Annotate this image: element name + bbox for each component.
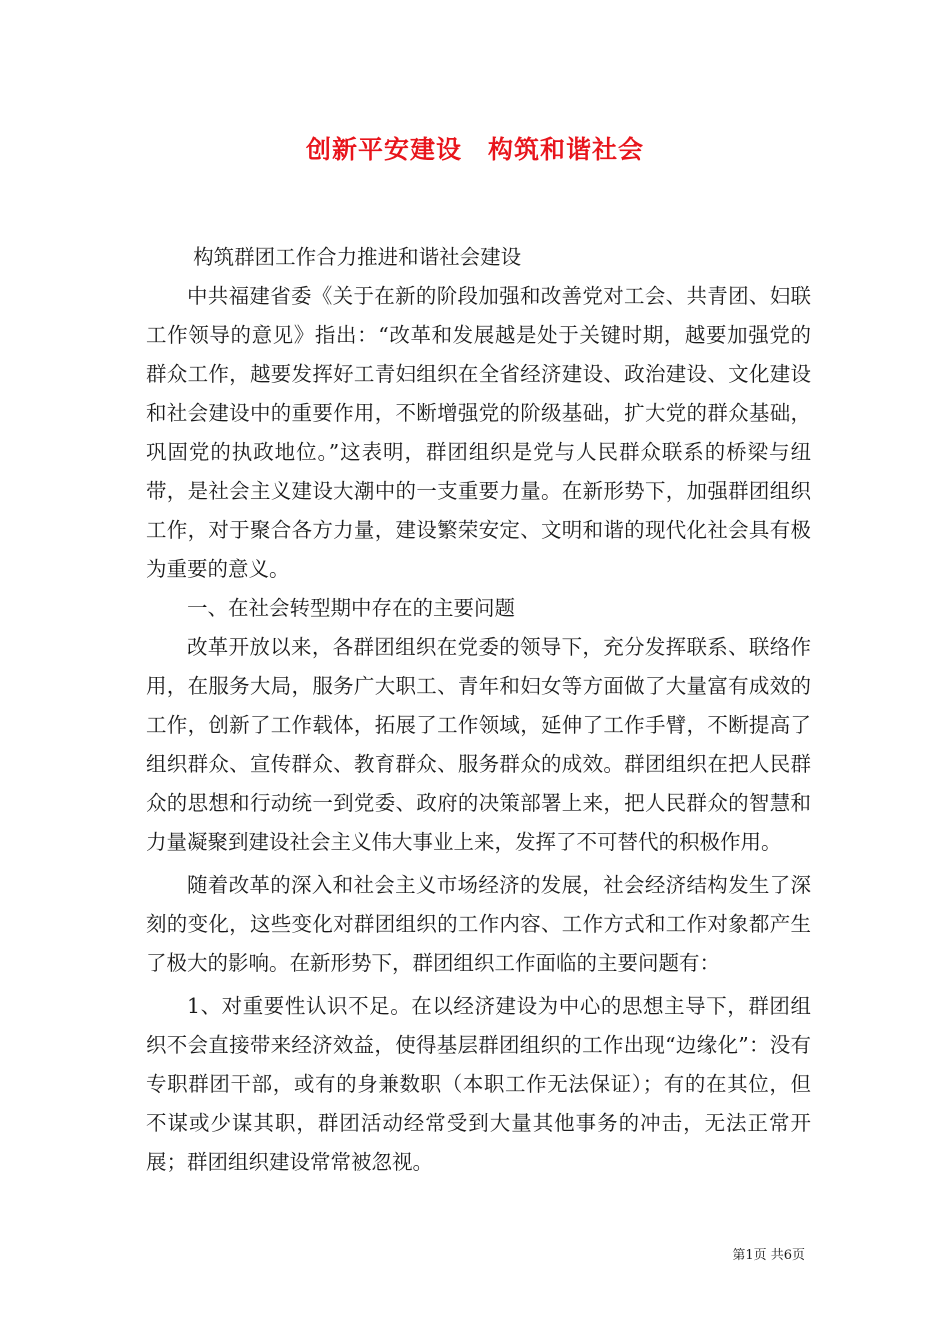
page-number-footer: 第1页 共6页 xyxy=(732,1248,805,1263)
body-paragraph: 中共福建省委《关于在新的阶段加强和改善党对工会、共青团、妇联工作领导的意见》指出：“改革和发展越是处于关键时期，越要加强党的群众工作，越要发挥好工青妇组织在全省经济建设、政治建设、文化建设和社会建设中的重要作用，不断增强党的阶级基础，扩大党的群众基础，巩固党的执政地位。”这表明，群团组织是党与人民群众联系的桥梁与纽带，是社会主义建设大潮中的一支重要力量。在新形势下，加强群团组织工作，对于聚合各方力量，建设繁荣安定、文明和谐的现代化社会具有极为重要的意义。 xyxy=(146,284,811,581)
document-body xyxy=(146,238,811,1182)
section-heading: 一、在社会转型期中存在的主要问题 xyxy=(187,596,515,620)
list-item-paragraph: 1、对重要性认识不足。在以经济建设为中心的思想主导下，群团组织不会直接带来经济效益，使得基层群团组织的工作出现“边缘化”：没有专职群团干部，或有的身兼数职（本职工作无法保证）；有的在其位，但不谋或少谋其职，群团活动经常受到大量其他事务的冲击，无法正常开展；群团组织建设常常被忽视。 xyxy=(146,994,811,1174)
document-title: 创新平安建设 构筑和谐社会 xyxy=(305,135,644,164)
subtitle-paragraph: 构筑群团工作合力推进和谐社会建设 xyxy=(193,245,522,269)
body-paragraph: 随着改革的深入和社会主义市场经济的发展，社会经济结构发生了深刻的变化，这些变化对群团组织的工作内容、工作方式和工作对象都产生了极大的影响。在新形势下，群团组织工作面临的主要问题有： xyxy=(146,873,811,975)
body-paragraph: 改革开放以来，各群团组织在党委的领导下，充分发挥联系、联络作用，在服务大局，服务广大职工、青年和妇女等方面做了大量富有成效的工作，创新了工作载体，拓展了工作领域，延伸了工作手臂，不断提高了组织群众、宣传群众、教育群众、服务群众的成效。群团组织在把人民群众的思想和行动统一到党委、政府的决策部署上来，把人民群众的智慧和力量凝聚到建设社会主义伟大事业上来，发挥了不可替代的积极作用。 xyxy=(146,635,811,854)
